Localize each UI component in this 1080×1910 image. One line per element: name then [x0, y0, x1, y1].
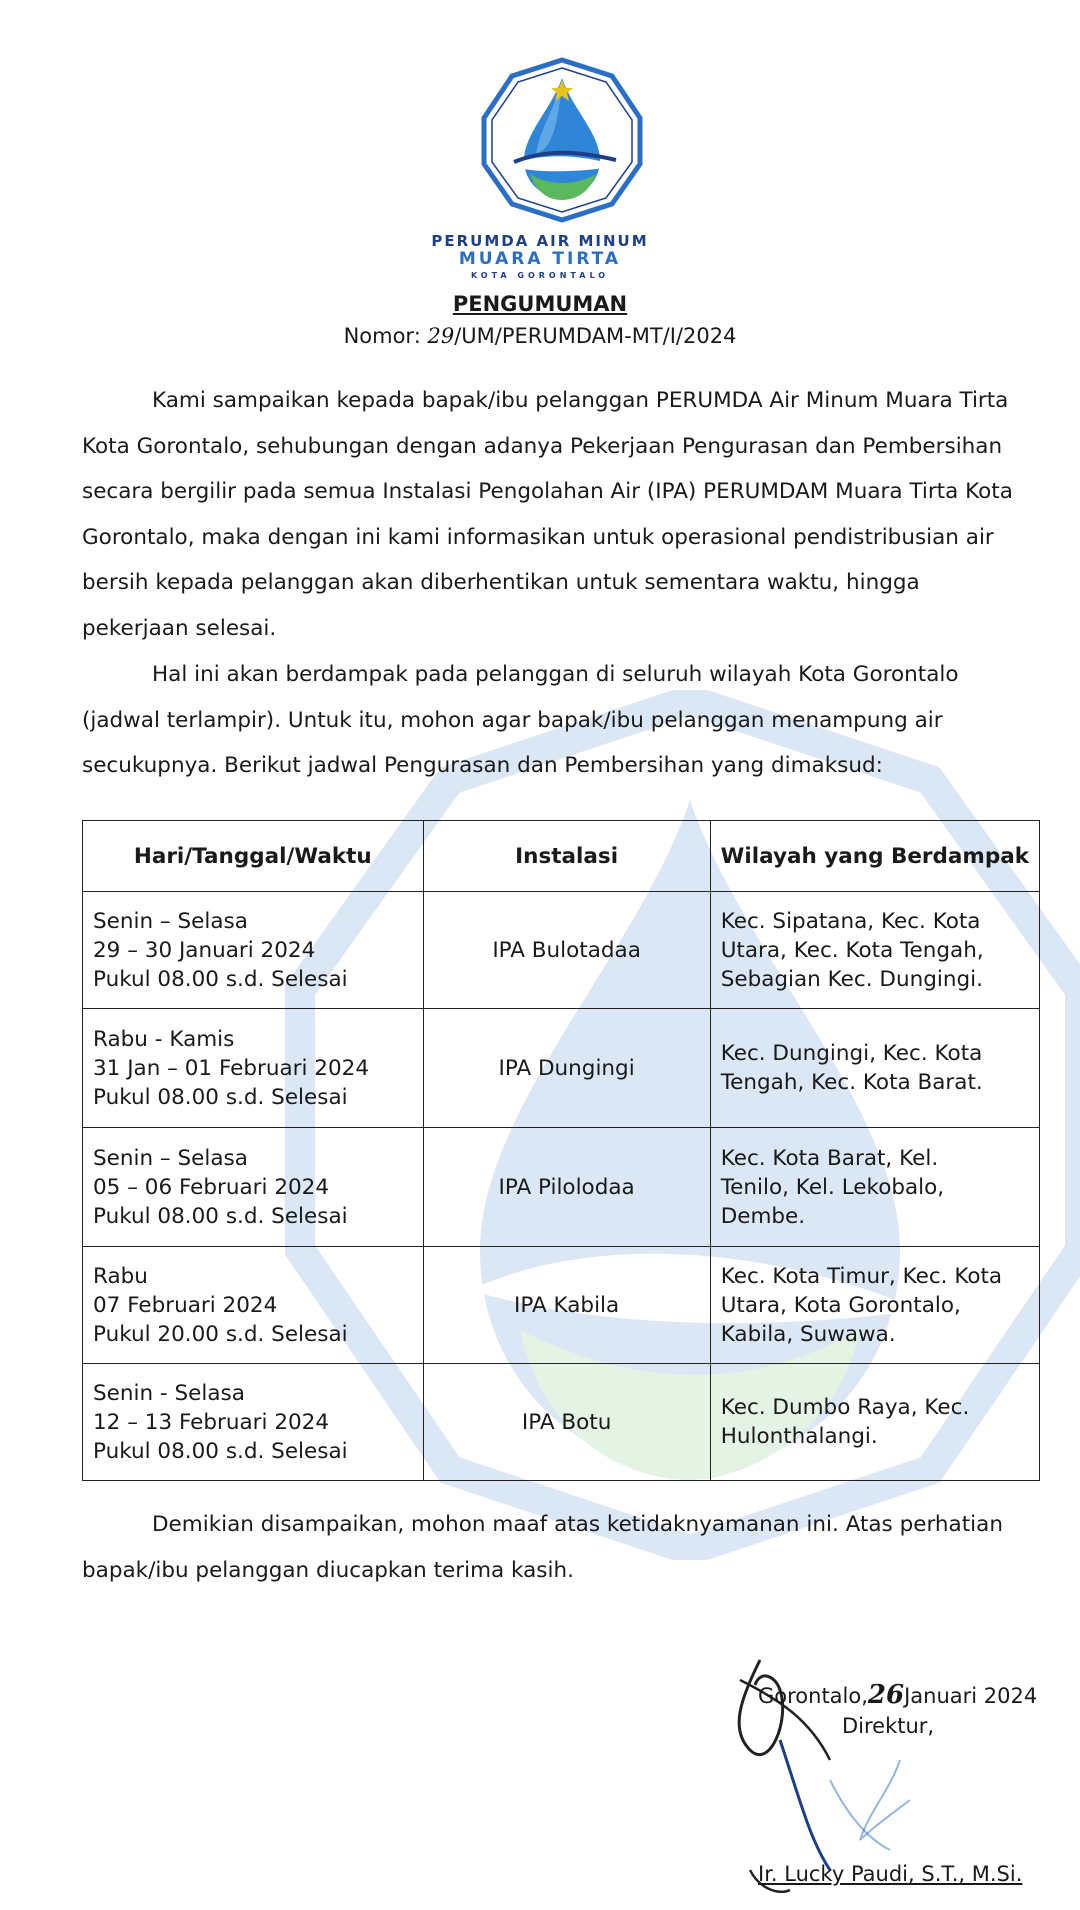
- number-prefix: Nomor:: [343, 324, 421, 348]
- paragraph-impact: [82, 652, 1022, 789]
- table-row: [83, 892, 1040, 1009]
- document-number: [0, 324, 1080, 348]
- area-line: Kec. Kota Timur, Kec. Kota: [720, 1263, 1003, 1289]
- cell-day: Rabu: [93, 1263, 148, 1289]
- area-line: Kabila, Suwawa.: [720, 1321, 896, 1347]
- org-name-line3: KOTA GORONTALO: [470, 271, 610, 280]
- table-row: [83, 1364, 1040, 1481]
- para1-line: pekerjaan selesai.: [82, 615, 277, 641]
- para1-line: Kota Gorontalo, sehubungan dengan adanya Pekerjaan Pengurasan dan Pembersihan: [82, 433, 1003, 459]
- closing-line: bapak/ibu pelanggan diucapkan terima kasih.: [82, 1557, 574, 1583]
- para1-line: bersih kepada pelanggan akan diberhentikan untuk sementara waktu, hingga: [82, 570, 920, 595]
- cell-area: [710, 892, 1039, 1009]
- signature-place: Gorontalo,: [758, 1684, 868, 1708]
- cell-area: [710, 1009, 1039, 1128]
- para1-line: Kami sampaikan kepada bapak/ibu pelanggan PERUMDA Air Minum Muara Tirta: [152, 388, 1009, 413]
- cell-date: 05 – 06 Februari 2024: [93, 1174, 330, 1200]
- cell-area: [710, 1247, 1039, 1364]
- area-line: Sebagian Kec. Dungingi.: [720, 966, 983, 992]
- table-row: [83, 1247, 1040, 1364]
- number-suffix: /UM/PERUMDAM-MT/I/2024: [454, 324, 737, 348]
- cell-day: Senin – Selasa: [93, 1145, 248, 1171]
- cell-day: Rabu - Kamis: [93, 1026, 235, 1052]
- cell-installation: IPA Bulotadaa: [423, 892, 710, 1009]
- cell-installation: IPA Kabila: [423, 1247, 710, 1364]
- cell-installation: IPA Pilolodaa: [423, 1128, 710, 1247]
- para1-line: Gorontalo, maka dengan ini kami informasikan untuk operasional pendistribusian air: [82, 524, 994, 550]
- schedule-table: [82, 820, 1040, 1481]
- cell-date: 07 Februari 2024: [93, 1292, 278, 1318]
- document-title: PENGUMUMAN: [452, 292, 628, 316]
- area-line: Kec. Dungingi, Kec. Kota: [720, 1041, 983, 1066]
- area-line: Tengah, Kec. Kota Barat.: [720, 1070, 983, 1095]
- cell-installation: IPA Dungingi: [423, 1009, 710, 1128]
- cell-installation: IPA Botu: [423, 1364, 710, 1481]
- table-header-row: [83, 821, 1040, 892]
- area-line: Kec. Sipatana, Kec. Kota: [720, 908, 981, 934]
- area-line: Dembe.: [720, 1203, 806, 1229]
- table-row: [83, 1128, 1040, 1247]
- header-affected-area: Wilayah yang Berdampak: [710, 821, 1039, 892]
- org-name-line1: PERUMDA AIR MINUM: [431, 232, 649, 250]
- cell-date: 31 Jan – 01 Februari 2024: [93, 1055, 370, 1081]
- cell-time: Pukul 08.00 s.d. Selesai: [93, 1084, 348, 1110]
- signature-place-date: [758, 1680, 1037, 1710]
- signature-day-handwritten: 26: [867, 1680, 905, 1710]
- signature-position: Direktur,: [842, 1714, 935, 1738]
- cell-area: [710, 1364, 1039, 1481]
- perumda-logo: [478, 56, 646, 224]
- area-line: Hulonthalangi.: [720, 1424, 878, 1449]
- cell-date: 29 – 30 Januari 2024: [93, 937, 316, 963]
- cell-time: Pukul 20.00 s.d. Selesai: [93, 1321, 348, 1347]
- closing-line: Demikian disampaikan, mohon maaf atas ketidaknyamanan ini. Atas perhatian: [152, 1512, 1003, 1537]
- header-installation: Instalasi: [423, 821, 710, 892]
- header-day-date-time: Hari/Tanggal/Waktu: [83, 821, 424, 892]
- signature-month-year: Januari 2024: [904, 1684, 1038, 1708]
- para2-line: secukupnya. Berikut jadwal Pengurasan dan Pembersihan yang dimaksud:: [82, 753, 883, 778]
- cell-area: [710, 1128, 1039, 1247]
- cell-time: Pukul 08.00 s.d. Selesai: [93, 1438, 348, 1464]
- signature-name: Ir. Lucky Paudi, S.T., M.Si.: [758, 1862, 1023, 1886]
- table-row: [83, 1009, 1040, 1128]
- area-line: Kec. Dumbo Raya, Kec.: [720, 1395, 970, 1420]
- org-name-line2: MUARA TIRTA: [458, 249, 622, 269]
- paragraph-closing: [82, 1502, 1022, 1593]
- area-line: Kec. Kota Barat, Kel.: [720, 1145, 939, 1171]
- cell-day-date-time: [83, 1247, 424, 1364]
- cell-day: Senin – Selasa: [93, 908, 248, 934]
- para1-line: secara bergilir pada semua Instalasi Pengolahan Air (IPA) PERUMDAM Muara Tirta Kota: [82, 479, 1013, 504]
- area-line: Utara, Kec. Kota Tengah,: [720, 937, 984, 963]
- cell-day-date-time: [83, 1128, 424, 1247]
- cell-day-date-time: [83, 1009, 424, 1128]
- cell-time: Pukul 08.00 s.d. Selesai: [93, 1203, 348, 1229]
- area-line: Utara, Kota Gorontalo,: [720, 1292, 961, 1318]
- cell-day-date-time: [83, 1364, 424, 1481]
- cell-time: Pukul 08.00 s.d. Selesai: [93, 966, 348, 992]
- cell-day-date-time: [83, 892, 424, 1009]
- para2-line: Hal ini akan berdampak pada pelanggan di seluruh wilayah Kota Gorontalo: [152, 662, 959, 687]
- cell-date: 12 – 13 Februari 2024: [93, 1409, 330, 1435]
- para2-line: (jadwal terlampir). Untuk itu, mohon agar bapak/ibu pelanggan menampung air: [82, 707, 943, 733]
- number-handwritten: 29: [427, 324, 455, 348]
- area-line: Tenilo, Kel. Lekobalo,: [720, 1174, 945, 1200]
- cell-day: Senin - Selasa: [93, 1380, 245, 1406]
- paragraph-intro: [82, 378, 1022, 651]
